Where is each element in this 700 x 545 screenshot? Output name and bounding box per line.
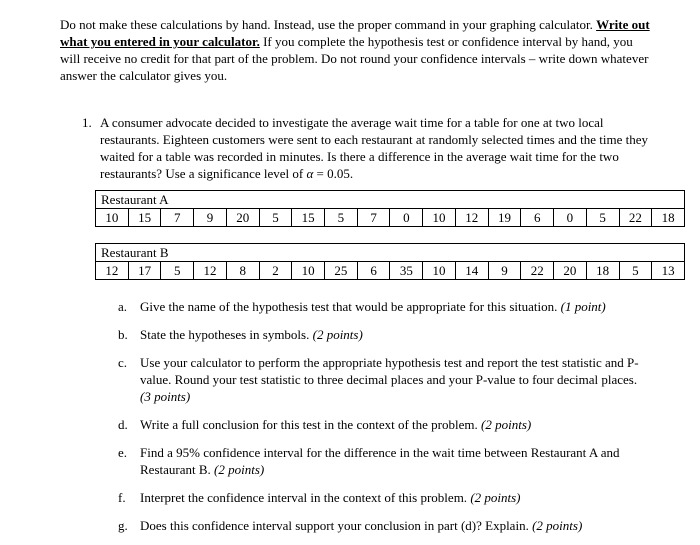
- data-cell: 5: [161, 262, 194, 280]
- alpha-value: = 0.05.: [313, 166, 354, 181]
- data-cell: 6: [521, 209, 554, 227]
- part-item: [118, 416, 645, 433]
- data-cell: 7: [161, 209, 194, 227]
- data-cell: 35: [390, 262, 423, 280]
- data-cell: 17: [128, 262, 161, 280]
- part-points: (2 points): [214, 462, 265, 477]
- data-cell: 9: [194, 209, 227, 227]
- data-cell: 15: [128, 209, 161, 227]
- instructions-paragraph: [60, 16, 650, 84]
- data-cell: 15: [292, 209, 325, 227]
- problem-number: 1.: [82, 115, 92, 130]
- restaurant-b-title: Restaurant B: [96, 244, 685, 262]
- data-cell: 20: [226, 209, 259, 227]
- data-cell: 5: [325, 209, 358, 227]
- part-label: e.: [118, 445, 128, 460]
- data-cell: 2: [259, 262, 292, 280]
- restaurant-b-table: [95, 243, 685, 280]
- part-points: (2 points): [481, 417, 532, 432]
- part-item: [118, 326, 645, 343]
- instructions-emphasis: Write out what you entered in your calculator.: [60, 17, 650, 49]
- data-cell: 7: [357, 209, 390, 227]
- part-text: Does this confidence interval support your conclusion in part (d)? Explain. (2 points): [140, 518, 583, 533]
- data-cell: 18: [586, 262, 619, 280]
- data-cell: 0: [390, 209, 423, 227]
- restaurant-a-table: [95, 190, 685, 227]
- part-label: g.: [118, 518, 128, 533]
- data-cell: 10: [423, 262, 456, 280]
- restaurant-a-title: Restaurant A: [96, 191, 685, 209]
- data-cell: 8: [226, 262, 259, 280]
- part-text: Use your calculator to perform the appropriate hypothesis test and report the test statistic and P-value. Round your test statistic to three decimal places and your P-value to four decimal places. (3 points): [140, 355, 639, 404]
- data-cell: 12: [96, 262, 129, 280]
- problem-statement: [100, 114, 660, 182]
- part-label: a.: [118, 299, 128, 314]
- part-label: d.: [118, 417, 128, 432]
- part-item: [118, 489, 645, 506]
- data-cell: 5: [586, 209, 619, 227]
- part-points: (2 points): [532, 518, 583, 533]
- part-item: [118, 298, 645, 315]
- problem-text: A consumer advocate decided to investigate the average wait time for a table for one at two local restaurants. Eighteen customers were sent to each restaurant at randomly selected times and the time they waited for a table was recorded in minutes. Is there a difference in the average wait time for the two restaurants? Use a significance level of: [100, 115, 648, 181]
- data-cell: 10: [423, 209, 456, 227]
- part-label: c.: [118, 355, 128, 370]
- part-points: (2 points): [470, 490, 521, 505]
- data-cell: 14: [455, 262, 488, 280]
- part-label: f.: [118, 490, 126, 505]
- data-cell: 9: [488, 262, 521, 280]
- data-cell: 19: [488, 209, 521, 227]
- part-text: Write a full conclusion for this test in the context of the problem. (2 points): [140, 417, 532, 432]
- data-cell: 12: [455, 209, 488, 227]
- part-item: [118, 444, 645, 478]
- data-cell: 5: [619, 262, 652, 280]
- data-cell: 22: [521, 262, 554, 280]
- instructions-text-after: If you complete the hypothesis test or confidence interval by hand, you will receive no credit for that part of the problem. Do not round your confidence intervals – write down whatever answer the calculator gives you.: [60, 34, 649, 83]
- part-text: State the hypotheses in symbols. (2 points): [140, 327, 363, 342]
- part-item: [118, 354, 645, 405]
- problem-1: [82, 114, 700, 182]
- instructions-text-before: Do not make these calculations by hand. Instead, use the proper command in your graphing calculator.: [60, 17, 597, 32]
- data-cell: 6: [357, 262, 390, 280]
- part-label: b.: [118, 327, 128, 342]
- part-text: Give the name of the hypothesis test that would be appropriate for this situation. (1 point): [140, 299, 606, 314]
- restaurant-b-title-row: [96, 244, 685, 262]
- part-text: Find a 95% confidence interval for the difference in the wait time between Restaurant A and Restaurant B. (2 points): [140, 445, 620, 477]
- part-points: (1 point): [560, 299, 606, 314]
- data-cell: 25: [325, 262, 358, 280]
- data-cell: 20: [554, 262, 587, 280]
- data-cell: 13: [652, 262, 685, 280]
- data-cell: 22: [619, 209, 652, 227]
- data-cell: 12: [194, 262, 227, 280]
- alpha-symbol: α: [306, 166, 314, 181]
- parts-list: [118, 298, 645, 534]
- part-points: (2 points): [312, 327, 363, 342]
- data-cell: 5: [259, 209, 292, 227]
- restaurant-a-title-row: [96, 191, 685, 209]
- data-cell: 18: [652, 209, 685, 227]
- restaurant-b-values-row: [96, 262, 685, 280]
- restaurant-a-values-row: [96, 209, 685, 227]
- part-item: [118, 517, 645, 534]
- data-cell: 10: [96, 209, 129, 227]
- part-points: (3 points): [140, 389, 191, 404]
- part-text: Interpret the confidence interval in the context of this problem. (2 points): [140, 490, 521, 505]
- data-cell: 10: [292, 262, 325, 280]
- data-cell: 0: [554, 209, 587, 227]
